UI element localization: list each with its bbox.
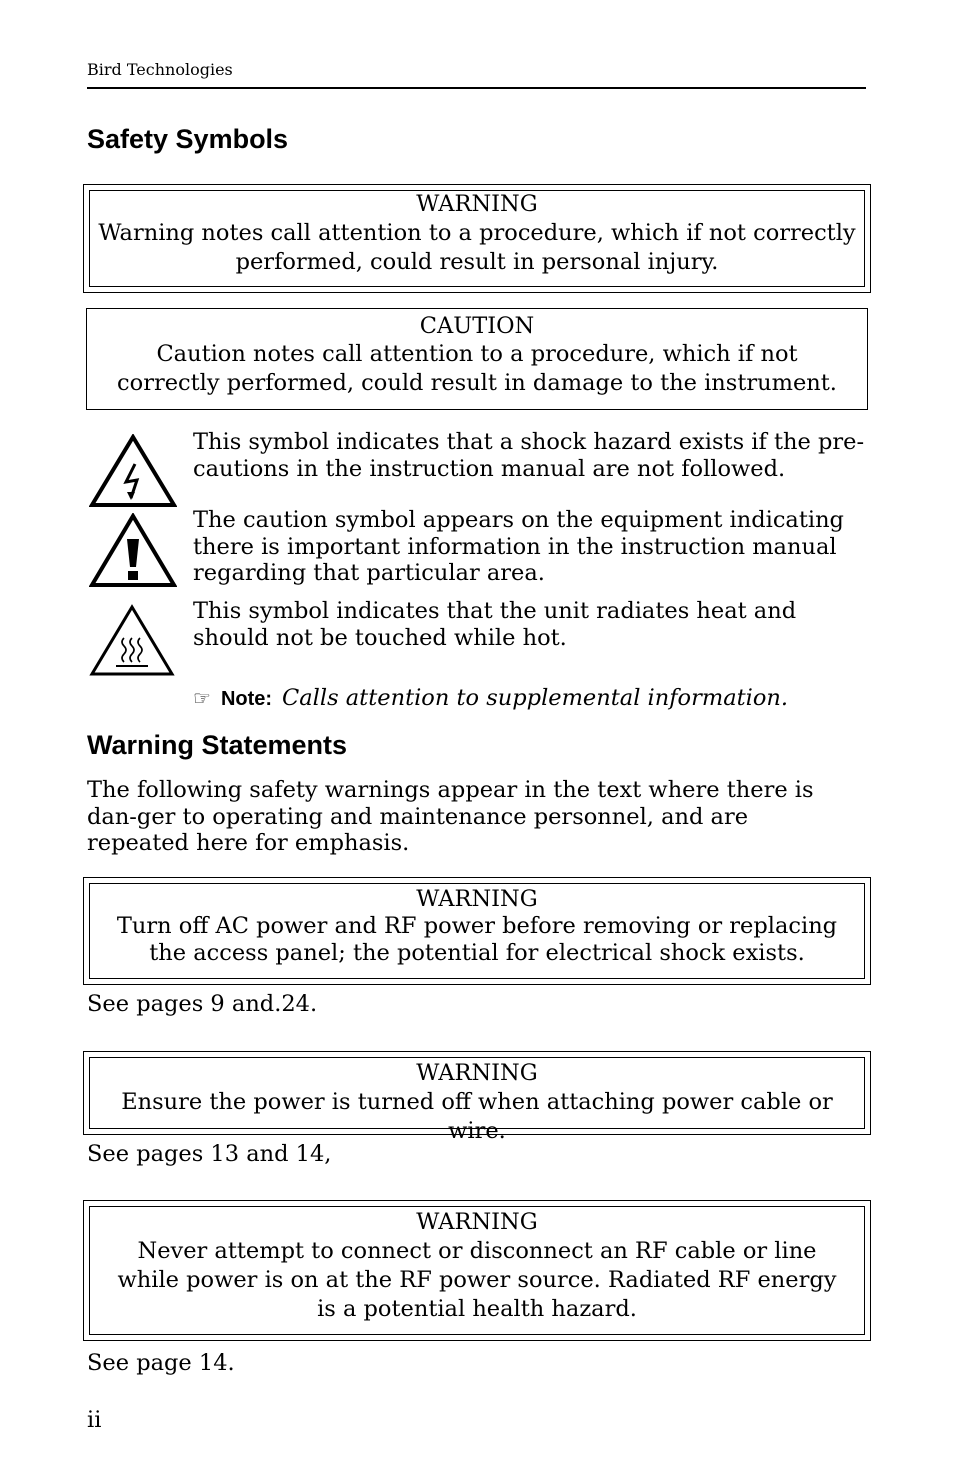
caution-definition-label: CAUTION	[419, 313, 535, 339]
warning-box-3-text: Never attempt to connect or disconnect an RF cable or line while power is on at the RF power source. Radiated RF energy is a potential health hazard.	[117, 1238, 837, 1322]
caution-symbol-description: The caution symbol appears on the equipment indicating there is important information in the instruction manual regarding that particular area.	[193, 507, 844, 586]
hot-surface-icon	[89, 604, 175, 677]
shock-hazard-icon	[89, 434, 177, 508]
warning-1-reference: See pages 9 and.24.	[87, 991, 318, 1017]
caution-exclamation-icon	[89, 513, 177, 588]
warning-box-1	[83, 877, 871, 985]
header-company: Bird Technologies	[87, 60, 233, 79]
caution-definition-box	[86, 308, 868, 410]
warning-definition-label: WARNING	[416, 191, 538, 217]
running-header	[87, 59, 866, 89]
warning-3-reference: See page 14.	[87, 1350, 235, 1376]
warning-box-2-label: WARNING	[416, 1060, 538, 1086]
warning-box-1-text: Turn off AC power and RF power before removing or replacing the access panel; the potential for electrical shock exists.	[116, 913, 838, 966]
caution-definition-text: Caution notes call attention to a procedure, which if not correctly performed, could result in damage to the instrument.	[117, 341, 837, 396]
warning-statements-intro: The following safety warnings appear in the text where there is dan-ger to operating and maintenance personnel, and are repeated here for emphasis.	[87, 777, 814, 856]
warning-box-3-label: WARNING	[416, 1209, 538, 1235]
safety-symbols-heading: Safety Symbols	[87, 124, 289, 154]
warning-box-2	[83, 1051, 871, 1144]
note-line	[193, 684, 788, 713]
warning-definition-box	[83, 184, 871, 293]
pointing-hand-icon: ☞	[193, 686, 211, 710]
page-number: ii	[87, 1407, 102, 1433]
warning-box-1-label: WARNING	[416, 886, 538, 912]
warning-2-reference: See pages 13 and 14,	[87, 1141, 332, 1167]
warning-definition-text: Warning notes call attention to a procedure, which if not correctly performed, could result in personal injury.	[98, 220, 856, 275]
warning-statements-heading: Warning Statements	[87, 730, 348, 760]
note-label: Note:	[220, 688, 273, 710]
warning-box-2-text: Ensure the power is turned off when attaching power cable or wire.	[121, 1089, 833, 1144]
shock-hazard-description: This symbol indicates that a shock hazard exists if the pre-cautions in the instruction manual are not followed.	[193, 429, 865, 482]
note-text: Calls attention to supplemental information.	[282, 685, 789, 711]
warning-box-3	[83, 1200, 871, 1341]
hot-surface-description: This symbol indicates that the unit radiates heat and should not be touched while hot.	[193, 598, 797, 651]
